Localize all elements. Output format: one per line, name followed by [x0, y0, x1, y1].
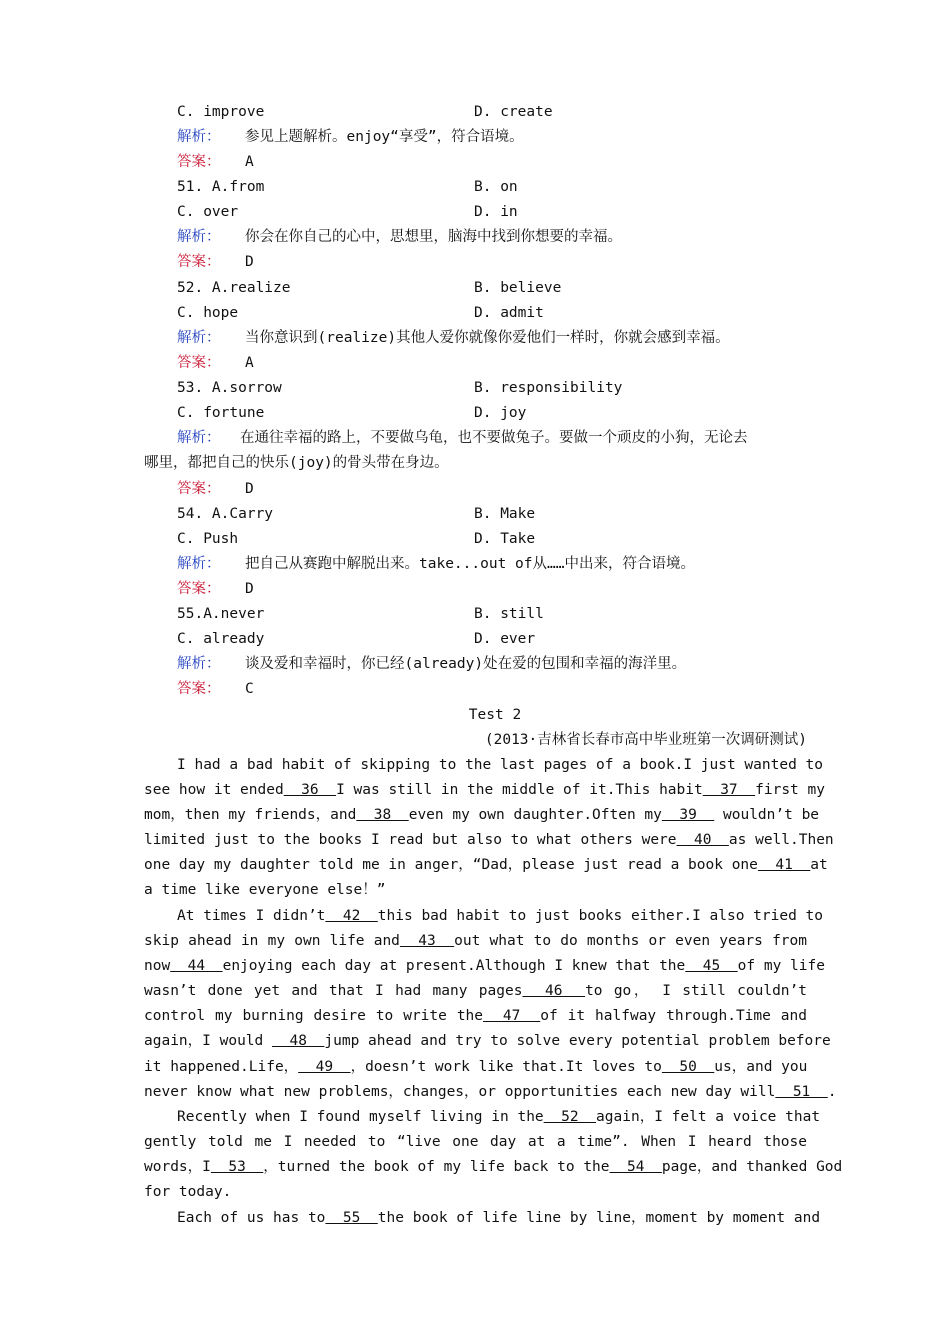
passage-text: wasn’t done yet and that I had many pages — [144, 983, 523, 1000]
option-d: D. admit — [474, 305, 544, 321]
text-line — [144, 1130, 807, 1155]
text-line — [144, 778, 825, 803]
text-line — [144, 954, 825, 979]
passage-text: words，I — [144, 1159, 211, 1176]
passage-text: I was still in the middle of it.This habit — [336, 782, 703, 799]
section-title: Test 2 — [468, 707, 522, 723]
explanation-row — [0, 652, 950, 677]
passage-text: control my burning desire to write the — [144, 1008, 484, 1025]
answer-value: A — [245, 355, 254, 371]
passage-text: I had a bad habit of skipping to the last pages of a book.I just wanted to — [177, 757, 824, 773]
cloze-blank: 44 — [170, 958, 223, 975]
explanation-continued — [0, 451, 950, 476]
option-d: D. create — [474, 104, 553, 120]
passage-text: skip ahead in my own life and — [144, 933, 400, 950]
explanation-label: 解析： — [177, 656, 221, 672]
answer-value: A — [245, 154, 254, 170]
text-line — [144, 929, 807, 954]
text-line — [144, 1055, 807, 1080]
passage-text: Recently when I found myself living in the — [177, 1109, 544, 1125]
passage-text: for today. — [144, 1184, 232, 1201]
cloze-blank: 47 — [483, 1008, 541, 1025]
passage-text: this bad habit to just books either.I also tried to — [377, 908, 824, 924]
passage-text: at — [810, 857, 828, 874]
option-c: C. already — [177, 631, 265, 647]
paragraph — [144, 904, 837, 1105]
passage-text: . — [827, 1083, 837, 1100]
test-source: (2013·吉林省长春市高中毕业班第一次调研测试) — [484, 732, 807, 748]
option-b: B. Make — [474, 506, 536, 522]
passage-text: as well.Then — [728, 832, 834, 849]
explanation-label: 解析： — [177, 330, 221, 346]
options-row — [0, 602, 950, 627]
options-row — [0, 627, 950, 652]
option-d: D. ever — [474, 631, 536, 647]
option-d: D. Take — [474, 531, 536, 547]
option-c: C. improve — [177, 104, 265, 120]
passage-text: ，doesn’t work like that.It loves to — [350, 1058, 662, 1075]
option-c: C. hope — [177, 305, 239, 321]
cloze-blank: 38 — [356, 807, 409, 824]
explanation-text: 你会在你自己的心中，思想里，脑海中找到你想要的幸福。 — [245, 229, 622, 245]
options-row — [0, 376, 950, 401]
text-line — [144, 753, 824, 778]
answer-row — [0, 250, 950, 275]
text-line — [144, 1180, 807, 1205]
passage-text: see how it ended — [144, 782, 284, 799]
section-title-row — [0, 703, 950, 728]
passage-text: now — [144, 958, 171, 975]
cloze-blank: 45 — [685, 958, 738, 975]
source-row — [0, 728, 950, 753]
option-a: 52. A.realize — [177, 280, 291, 296]
cloze-blank: 50 — [661, 1058, 715, 1075]
answer-row — [0, 477, 950, 502]
options-row — [0, 175, 950, 200]
option-a: 51. A.from — [177, 179, 265, 195]
passage-text: it happened.Life， — [144, 1058, 299, 1075]
answer-value: C — [245, 681, 254, 697]
explanation-row — [0, 326, 950, 351]
text-line — [144, 878, 807, 903]
option-b: B. still — [474, 606, 544, 622]
option-c: C. Push — [177, 531, 239, 547]
answer-label: 答案： — [177, 481, 221, 497]
answer-label: 答案： — [177, 355, 221, 371]
option-b: B. believe — [474, 280, 562, 296]
text-line — [144, 1080, 837, 1105]
passage-text: of my life — [737, 958, 825, 975]
passage-text: enjoying each day at present.Although I knew that the — [222, 958, 686, 975]
passage-text: limited just to the books I read but also to what others were — [144, 832, 677, 849]
answer-row — [0, 677, 950, 702]
text-line — [144, 1105, 821, 1130]
explanation-row — [0, 225, 950, 250]
cloze-blank: 52 — [543, 1109, 597, 1125]
cloze-blank: 43 — [399, 933, 455, 950]
text-line — [144, 828, 834, 853]
cloze-blank: 48 — [272, 1033, 325, 1050]
text-line — [144, 1004, 807, 1029]
option-c: C. over — [177, 204, 239, 220]
cloze-blank: 46 — [522, 983, 586, 1000]
paragraph — [144, 1105, 843, 1205]
text-line — [144, 904, 824, 929]
answer-row — [0, 577, 950, 602]
answer-value: D — [245, 481, 254, 497]
passage-text: out what to do months or even years from — [454, 933, 807, 950]
explanation-text: 在通往幸福的路上，不要做乌龟，也不要做兔子。要做一个顽皮的小狗，无论去 — [240, 430, 748, 446]
cloze-blank: 49 — [298, 1058, 351, 1075]
options-row — [0, 527, 950, 552]
passage-text: even my own daughter.Often my — [408, 807, 662, 824]
cloze-blank: 36 — [283, 782, 337, 799]
passage-text: ，turned the book of my life back to the — [263, 1159, 610, 1176]
options-row — [0, 200, 950, 225]
passage-text: gently told me I needed to “live one day at a time”. When I heard those — [144, 1134, 807, 1151]
explanation-row — [0, 125, 950, 150]
cloze-blank: 41 — [757, 857, 811, 874]
option-d: D. in — [474, 204, 518, 220]
passage-text: Each of us has to — [177, 1210, 326, 1226]
options-row — [0, 100, 950, 125]
answer-label: 答案： — [177, 681, 221, 697]
explanation-text: 哪里，都把自己的快乐(joy)的骨头带在身边。 — [144, 455, 449, 471]
passage-text: the book of life line by line，moment by moment and — [377, 1210, 821, 1226]
cloze-blank: 40 — [676, 832, 729, 849]
passage-text: again，I would — [144, 1033, 272, 1050]
cloze-blank: 37 — [702, 782, 756, 799]
cloze-blank: 53 — [210, 1159, 264, 1176]
explanation-text: 把自己从赛跑中解脱出来。take...out of从……中出来，符合语境。 — [245, 556, 695, 572]
option-c: C. fortune — [177, 405, 265, 421]
explanation-text: 谈及爱和幸福时，你已经(already)处在爱的包围和幸福的海洋里。 — [245, 656, 687, 672]
option-b: B. responsibility — [474, 380, 623, 396]
text-line — [144, 1029, 831, 1054]
passage-text: page，and thanked God — [661, 1159, 843, 1176]
answer-row — [0, 150, 950, 175]
text-line — [144, 979, 807, 1004]
passage-text: one day my daughter told me in anger，“Dad，please just read a book one — [144, 857, 758, 874]
option-a: 53. A.sorrow — [177, 380, 282, 396]
option-b: B. on — [474, 179, 518, 195]
passage-text: At times I didn’t — [177, 908, 326, 924]
passage-text: wouldn’t be — [714, 807, 820, 824]
answer-row — [0, 351, 950, 376]
passage-text: us，and you — [714, 1058, 808, 1075]
passage-text: mom，then my friends，and — [144, 807, 357, 824]
cloze-blank: 54 — [609, 1159, 662, 1176]
paragraph — [144, 1206, 821, 1231]
explanation-row — [0, 426, 950, 451]
answer-label: 答案： — [177, 581, 221, 597]
cloze-blank: 55 — [325, 1210, 378, 1226]
explanation-label: 解析： — [177, 229, 221, 245]
answer-label: 答案： — [177, 154, 221, 170]
answer-label: 答案： — [177, 254, 221, 270]
explanation-label: 解析： — [177, 129, 221, 145]
text-line — [144, 803, 820, 828]
explanation-label: 解析： — [177, 556, 221, 572]
explanation-label: 解析： — [177, 430, 221, 446]
options-row — [0, 301, 950, 326]
passage-text: to go， I still couldn’t — [585, 983, 807, 1000]
text-line — [144, 1155, 843, 1180]
answer-value: D — [245, 581, 254, 597]
passage-text: a time like everyone else！” — [144, 882, 386, 899]
cloze-blank: 51 — [775, 1083, 828, 1100]
cloze-blank: 39 — [661, 807, 715, 824]
passage-text: of it halfway through.Time and — [540, 1008, 807, 1025]
text-line — [144, 853, 828, 878]
paragraph — [144, 753, 834, 904]
option-a: 54. A.Carry — [177, 506, 274, 522]
passage-text: never know what new problems，changes，or opportunities each new day will — [144, 1083, 776, 1100]
passage-text: first my — [755, 782, 825, 799]
text-line — [144, 1206, 821, 1231]
passage-text: again，I felt a voice that — [596, 1109, 821, 1125]
passage-text: jump ahead and try to solve every potential problem before — [324, 1033, 831, 1050]
explanation-row — [0, 552, 950, 577]
option-a: 55.A.never — [177, 606, 265, 622]
explanation-text: 当你意识到(realize)其他人爱你就像你爱他们一样时，你就会感到幸福。 — [245, 330, 730, 346]
options-row — [0, 276, 950, 301]
options-row — [0, 401, 950, 426]
options-row — [0, 502, 950, 527]
cloze-blank: 42 — [325, 908, 378, 924]
option-d: D. joy — [474, 405, 527, 421]
explanation-text: 参见上题解析。enjoy“享受”，符合语境。 — [245, 129, 524, 145]
answer-value: D — [245, 254, 254, 270]
